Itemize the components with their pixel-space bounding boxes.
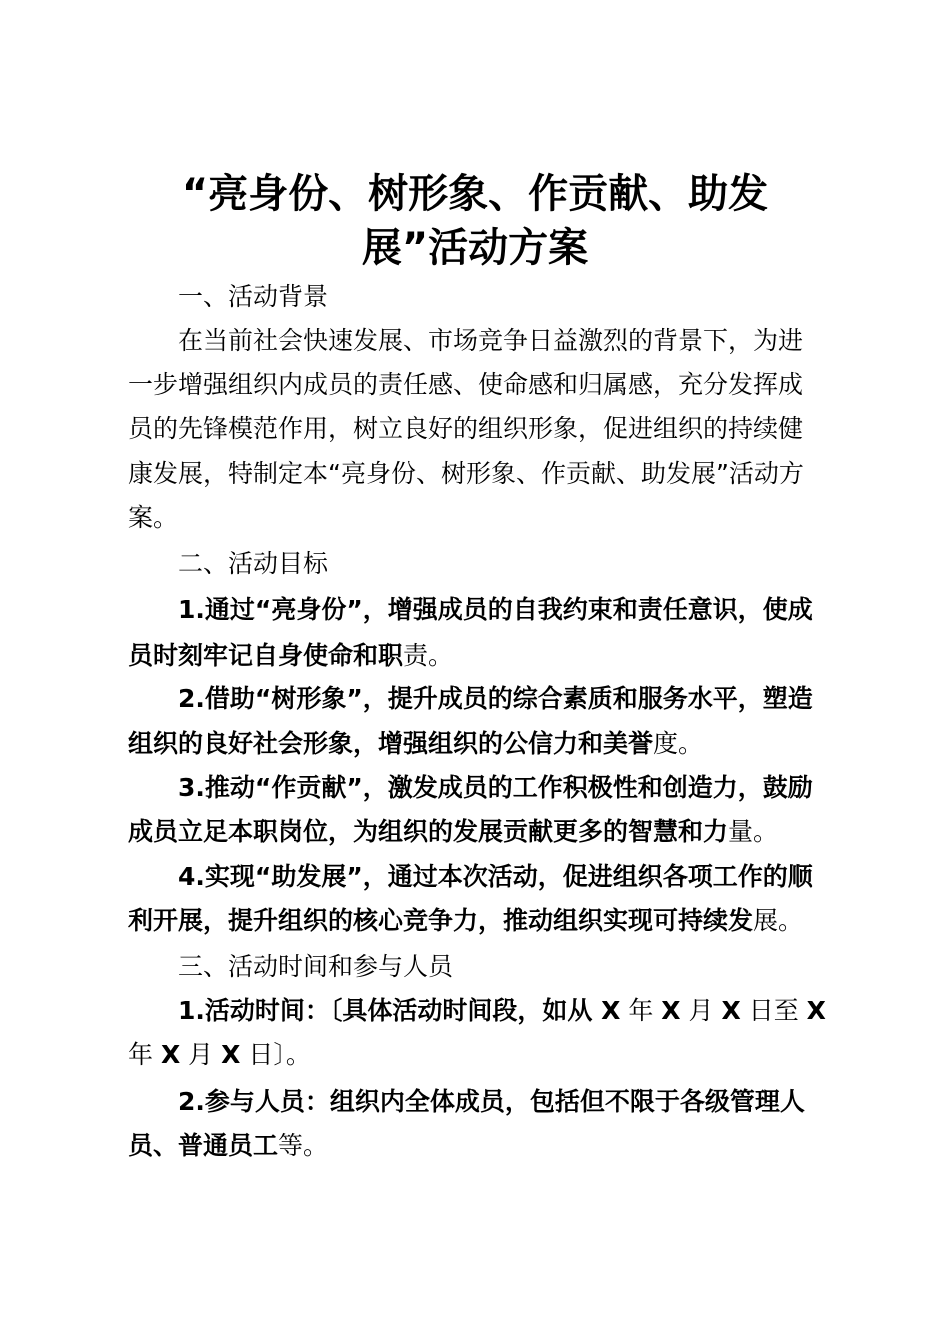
goal-item-4-line-2 — [128, 905, 803, 937]
activity-time-line-2 — [128, 1039, 311, 1071]
goal-item-2-line-1: 2.借助“树形象”，提升成员的综合素质和服务水平，塑造 — [178, 684, 813, 713]
goal-item-4-line-2-tail: 展。 — [753, 906, 804, 935]
background-paragraph-line: 员的先锋模范作用，树立良好的组织形象，促进组织的持续健 — [128, 414, 804, 443]
activity-time-label: 1.活动时间：〔具体活动时间段，如从 — [178, 996, 602, 1025]
participants-line-2-bold: 员、普通员工 — [128, 1131, 279, 1160]
activity-time-line-1 — [178, 995, 826, 1027]
participants-line-2-tail: 等。 — [278, 1131, 329, 1160]
goal-item-4-line-1: 4.实现“助发展”，通过本次活动，促进组织各项工作的顺 — [178, 862, 813, 891]
document-title-line-2: 展”活动方案 — [361, 225, 589, 271]
goal-item-2-line-2-tail: 度。 — [653, 729, 704, 758]
month-char: 月 — [180, 1040, 222, 1069]
goal-item-1-line-2-bold: 员时刻牢记自身使命和职 — [128, 641, 404, 670]
goal-item-1-line-1: 1.通过“亮身份”，增强成员的自我约束和责任意识，使成 — [178, 595, 813, 624]
participants-line-1: 2.参与人员：组织内全体成员，包括但不限于各级管理人 — [178, 1087, 805, 1116]
participants-line-2 — [128, 1130, 328, 1162]
year-char: 年 — [620, 996, 662, 1025]
goal-item-4-line-2-bold: 利开展，提升组织的核心竞争力，推动组织实现可持续发 — [128, 906, 754, 935]
goal-item-3-line-2-bold: 成员立足本职岗位，为组织的发展贡献更多的智慧和力 — [128, 817, 729, 846]
background-paragraph-line: 一步增强组织内成员的责任感、使命感和归属感，充分发挥成 — [128, 370, 804, 399]
background-paragraph-line: 康发展，特制定本“亮身份、树形象、作贡献、助发展”活动方 — [128, 459, 804, 488]
day-end-chars: 日〕。 — [240, 1040, 311, 1069]
goal-item-2-line-2 — [128, 728, 703, 760]
placeholder-x: X — [721, 996, 741, 1025]
placeholder-x: X — [661, 996, 681, 1025]
section-heading-time-people: 三、活动时间和参与人员 — [178, 952, 454, 981]
section-heading-goals: 二、活动目标 — [178, 549, 329, 578]
goal-item-3-line-2-tail: 量。 — [728, 817, 779, 846]
goal-item-1-line-2-tail: 责。 — [403, 641, 454, 670]
goal-item-3-line-1: 3.推动“作贡献”，激发成员的工作积极性和创造力，鼓励 — [178, 773, 813, 802]
goal-item-1-line-2 — [128, 640, 453, 672]
placeholder-x: X — [221, 1040, 241, 1069]
year-char: 年 — [128, 1040, 161, 1069]
section-heading-background: 一、活动背景 — [178, 282, 329, 311]
document-title-line-1: “亮身份、树形象、作贡献、助发 — [181, 171, 769, 217]
goal-item-3-line-2 — [128, 816, 778, 848]
day-to-chars: 日至 — [740, 996, 807, 1025]
background-paragraph-line: 案。 — [128, 503, 179, 532]
placeholder-x: X — [601, 996, 621, 1025]
background-paragraph-line: 在当前社会快速发展、市场竞争日益激烈的背景下，为进 — [178, 326, 804, 355]
placeholder-x: X — [806, 996, 826, 1025]
goal-item-2-line-2-bold: 组织的良好社会形象，增强组织的公信力和美誉 — [128, 729, 654, 758]
placeholder-x: X — [160, 1040, 181, 1069]
month-char: 月 — [680, 996, 722, 1025]
